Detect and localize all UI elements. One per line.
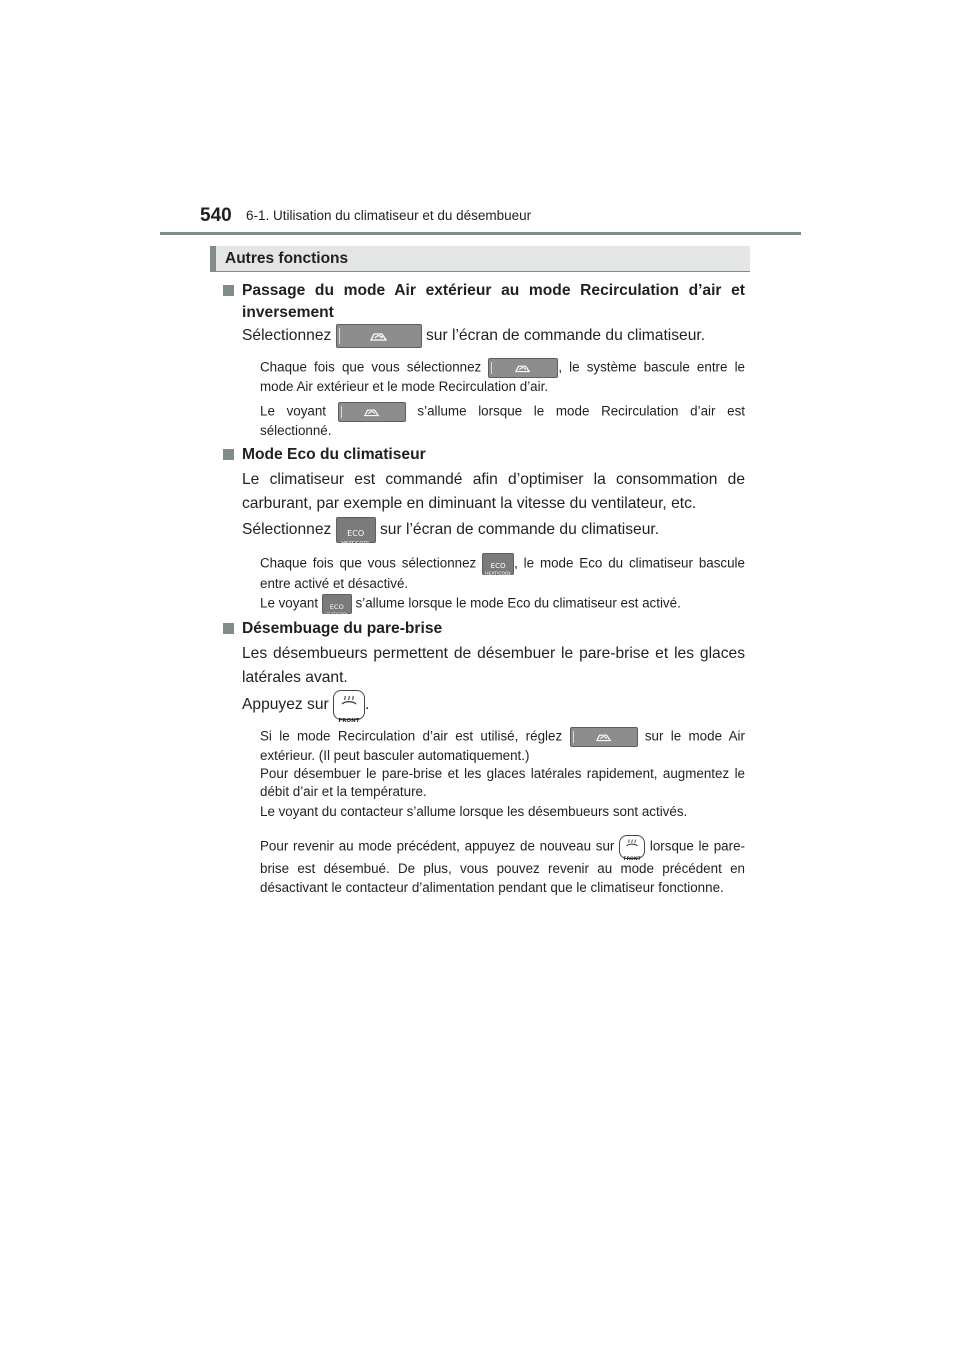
- eco-heading: Mode Eco du climatiseur: [242, 444, 745, 466]
- recirculation-icon: [515, 363, 531, 374]
- recirculation-button-icon: [570, 727, 638, 747]
- defog-note-1: Si le mode Recirculation d’air est utilisé, réglez sur le mode Air extérieur. (Il peut basculer automatiquement.) Pour désembuer le pare-brise et les glaces latérales rapidement, augmentez le débit d’air et la température.: [260, 728, 745, 799]
- defog-note-3: Pour revenir au mode précédent, appuyez de nouveau sur FRONT lorsque le pare-brise est désembué. De plus, vous pouvez revenir au mode précédent en désactivant le contacteur d’alimentation pendant que le climatiseur fonctionne.: [260, 835, 745, 897]
- recirculation-heading: Passage du mode Air extérieur au mode Recirculation d’air et inversement: [242, 280, 745, 324]
- eco-button-icon: ECO HEAT/COOL: [336, 517, 376, 543]
- recirculation-note-2: Le voyant s’allume lorsque le mode Recirculation d’air est sélectionné.: [260, 403, 745, 438]
- section-title: Autres fonctions: [225, 250, 349, 267]
- recirculation-icon: [596, 732, 612, 743]
- eco-button-icon: ECO HEAT/COOL: [322, 594, 352, 614]
- bullet-square-icon: [223, 285, 234, 296]
- eco-description: Le climatiseur est commandé afin d’optimiser la consommation de carburant, par exemple en diminuant la vitesse du ventilateur, etc.: [242, 471, 745, 512]
- windshield-defrost-icon: [626, 838, 639, 849]
- defog-instruction: Appuyez sur FRONT .: [242, 690, 745, 720]
- chapter-title: 6-1. Utilisation du climatiseur et du désembueur: [246, 208, 532, 223]
- recirculation-button-icon: [488, 358, 558, 378]
- eco-note-1: Chaque fois que vous sélectionnez ECO HEAT/COOL , le mode Eco du climatiseur bascule entre activé et désactivé.: [260, 553, 745, 593]
- recirculation-icon: [370, 330, 388, 342]
- windshield-defrost-icon: [341, 694, 357, 708]
- eco-instruction: Sélectionnez ECO HEAT/COOL sur l’écran de commande du climatiseur.: [242, 517, 745, 543]
- section-title-bar: [210, 246, 750, 272]
- eco-button-icon: ECO HEAT/COOL: [482, 553, 514, 575]
- header-divider: [160, 232, 801, 235]
- eco-note-2: Le voyant ECO HEAT/COOL s’allume lorsque le mode Eco du climatiseur est activé.: [260, 595, 681, 617]
- defog-heading: Désembuage du pare-brise: [242, 618, 745, 640]
- defog-note-2: Le voyant du contacteur s’allume lorsque les désembueurs sont activés.: [260, 804, 688, 819]
- section-underline: [216, 271, 750, 272]
- front-defog-button-icon: FRONT: [619, 835, 645, 859]
- recirculation-button-icon: [336, 324, 422, 348]
- recirculation-button-icon: [338, 402, 406, 422]
- front-defog-button-icon: FRONT: [333, 690, 365, 720]
- recirculation-instruction: Sélectionnez sur l’écran de commande du climatiseur.: [242, 324, 745, 348]
- defog-description: Les désembueurs permettent de désembuer le pare-brise et les glaces latérales avant.: [242, 645, 745, 686]
- bullet-square-icon: [223, 623, 234, 634]
- page-number: 540: [200, 205, 232, 226]
- recirculation-icon: [364, 407, 380, 418]
- bullet-square-icon: [223, 449, 234, 460]
- recirculation-note-1: Chaque fois que vous sélectionnez , le système bascule entre le mode Air extérieur et le mode Recirculation d’air.: [260, 359, 745, 394]
